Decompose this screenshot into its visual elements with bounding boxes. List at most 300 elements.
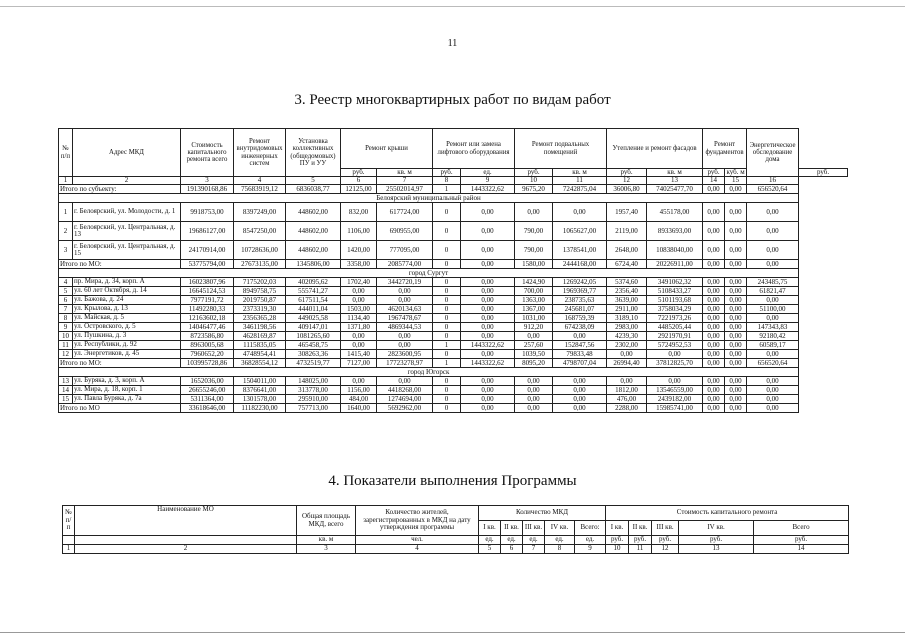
table-cell: 0,00: [703, 386, 725, 395]
t2-h-cost: Стоимость капитального ремонта: [606, 506, 849, 521]
table-cell: 7960652,20: [181, 350, 234, 359]
total-value: 0: [433, 260, 461, 269]
table-cell: 308263,36: [286, 350, 341, 359]
table-cell: 3639,00: [607, 296, 647, 305]
address-cell: ул. Майская, д. 5: [73, 314, 181, 323]
table-cell: 0,00: [553, 395, 607, 404]
address-cell: пр. Мира, д. 34, корп. А: [73, 278, 181, 287]
total-value: 2444168,00: [553, 260, 607, 269]
table-cell: 0,00: [747, 241, 799, 260]
table-cell: 1424,90: [515, 278, 553, 287]
table-cell: 14: [59, 386, 73, 395]
total-value: 1: [433, 359, 461, 368]
data-row: [59, 341, 848, 350]
t2-colnum: 1: [63, 545, 75, 554]
table-cell: 0,00: [461, 222, 515, 241]
t2-q: II кв.: [501, 521, 523, 536]
total-row: [59, 260, 848, 269]
table-cell: 700,00: [515, 287, 553, 296]
table-cell: 0: [433, 296, 461, 305]
address-cell: ул. Павла Буряка, д. 7а: [73, 395, 181, 404]
table-cell: 1812,00: [607, 386, 647, 395]
colnum-cell: 13: [647, 177, 703, 185]
t2-unit: руб.: [606, 536, 629, 545]
col-header: Ремонт подвальных помещений: [515, 129, 607, 169]
t2-unit: руб.: [754, 536, 849, 545]
colnum-cell: 5: [286, 177, 341, 185]
table-cell: 243485,75: [747, 278, 799, 287]
total-value: 0,00: [747, 260, 799, 269]
table-cell: 313778,00: [286, 386, 341, 395]
total-value: 1580,00: [515, 260, 553, 269]
col-header: Ремонт крыши: [341, 129, 433, 169]
col-header: Ремонт или замена лифтового оборудования: [433, 129, 515, 169]
table-cell: 1415,40: [341, 350, 377, 359]
t2-h-residents: Количество жителей, зарегистрированных в МКД на дату утверждения программы: [356, 506, 479, 536]
table-cell: 7175202,03: [234, 278, 286, 287]
table-cell: 245681,07: [553, 305, 607, 314]
total-value: 0,00: [725, 359, 747, 368]
table-cell: 16645124,53: [181, 287, 234, 296]
table-cell: 2302,00: [607, 341, 647, 350]
table-cell: 1031,00: [515, 314, 553, 323]
table-cell: 1652036,00: [181, 377, 234, 386]
table-cell: 1504011,00: [234, 377, 286, 386]
table-cell: 0,00: [607, 377, 647, 386]
col-header: Утепление и ремонт фасадов: [607, 129, 703, 169]
table-cell: 1967478,67: [377, 314, 433, 323]
table-cell: 15: [59, 395, 73, 404]
total-value: 757713,00: [286, 404, 341, 413]
total-value: 8095,20: [515, 359, 553, 368]
table-cell: 790,00: [515, 241, 553, 260]
table-cell: 1106,00: [341, 222, 377, 241]
table-cell: 0,00: [515, 332, 553, 341]
table-cell: 168759,39: [553, 314, 607, 323]
table-cell: 3491062,32: [647, 278, 703, 287]
table-cell: 2019750,87: [234, 296, 286, 305]
table-cell: 0,00: [461, 386, 515, 395]
unit-cell: кв. м: [553, 169, 607, 177]
address-cell: ул. Островского, д. 5: [73, 323, 181, 332]
section-3-title: 3. Реестр многоквартирных работ по видам работ: [294, 92, 611, 108]
total-value: 103995728,86: [181, 359, 234, 368]
table-cell: 0,00: [725, 241, 747, 260]
section-row: [59, 194, 848, 203]
data-row: [59, 332, 848, 341]
table-cell: 5374,60: [607, 278, 647, 287]
table-cell: 0,00: [747, 350, 799, 359]
table-cell: 0: [433, 395, 461, 404]
table-cell: 402095,62: [286, 278, 341, 287]
colnum-cell: 14: [703, 177, 725, 185]
table-cell: 10: [59, 332, 73, 341]
table-cell: 790,00: [515, 222, 553, 241]
table-cell: 8376641,00: [234, 386, 286, 395]
t2-colnum: 3: [297, 545, 356, 554]
table-cell: 26655246,00: [181, 386, 234, 395]
total-value: 0,00: [725, 185, 747, 194]
table-cell: 60589,17: [747, 341, 799, 350]
table-cell: 0,00: [703, 323, 725, 332]
t2-colnum: 4: [356, 545, 479, 554]
table-cell: 0,00: [553, 377, 607, 386]
table-cell: 0,00: [725, 296, 747, 305]
table-cell: 8547250,00: [234, 222, 286, 241]
total-value: 74025477,70: [647, 185, 703, 194]
unit-cell: руб.: [433, 169, 461, 177]
table-cell: 13546559,00: [647, 386, 703, 395]
table-cell: 8949758,75: [234, 287, 286, 296]
t2-units-row: [63, 536, 849, 545]
table-cell: 0,00: [703, 278, 725, 287]
t2-colnum: 12: [652, 545, 679, 554]
table-cell: 0,00: [725, 314, 747, 323]
table-cell: 1: [433, 341, 461, 350]
table-cell: 4869344,53: [377, 323, 433, 332]
table-cell: 1969369,77: [553, 287, 607, 296]
address-cell: ул. Бажова, д. 24: [73, 296, 181, 305]
table-cell: 0: [433, 386, 461, 395]
table-cell: 2119,00: [607, 222, 647, 241]
table-cell: 0,00: [747, 377, 799, 386]
table-cell: 0,00: [725, 386, 747, 395]
table-cell: 11492280,33: [181, 305, 234, 314]
table-cell: 0: [433, 222, 461, 241]
table-cell: 2356,40: [607, 287, 647, 296]
total-value: 656520,64: [747, 359, 799, 368]
table-cell: 0,00: [377, 296, 433, 305]
total-value: 1443322,62: [461, 359, 515, 368]
total-value: 12125,00: [341, 185, 377, 194]
total-value: 0,00: [515, 404, 553, 413]
total-value: 25502014,97: [377, 185, 433, 194]
total-value: 0,00: [725, 404, 747, 413]
unit-cell: ед.: [461, 169, 515, 177]
table-cell: 0,00: [553, 332, 607, 341]
section-title: Белоярский муниципальный район: [59, 194, 799, 203]
col-header: Адрес МКД: [73, 129, 181, 177]
col-header: Ремонт внутридомовых инженерных систем: [234, 129, 286, 177]
colnum-cell: 3: [181, 177, 234, 185]
total-value: 2288,00: [607, 404, 647, 413]
table-cell: 448602,00: [286, 203, 341, 222]
data-row: [59, 203, 848, 222]
table-cell: 4628169,87: [234, 332, 286, 341]
t2-unit: чел.: [356, 536, 479, 545]
table-cell: 4620134,63: [377, 305, 433, 314]
t2-colnum-row: [63, 545, 849, 554]
total-value: 53775794,00: [181, 260, 234, 269]
t2-h-count: Количество МКД: [479, 506, 606, 521]
table-cell: 476,00: [607, 395, 647, 404]
data-row: [59, 296, 848, 305]
table-cell: 7221973,26: [647, 314, 703, 323]
table-cell: 0,00: [725, 305, 747, 314]
table-cell: 5724952,53: [647, 341, 703, 350]
total-value: 0: [433, 404, 461, 413]
data-row: [59, 314, 848, 323]
total-value: 0,00: [461, 260, 515, 269]
total-value: 20226911,00: [647, 260, 703, 269]
table-cell: 5101193,68: [647, 296, 703, 305]
total-label: Итого по МО: [59, 404, 181, 413]
table-cell: 0,00: [553, 386, 607, 395]
table-cell: 61821,47: [747, 287, 799, 296]
table-cell: 8963005,68: [181, 341, 234, 350]
col-header: Стоимость капитального ремонта всего: [181, 129, 234, 177]
table-cell: 0,00: [461, 305, 515, 314]
table-cell: 238735,63: [553, 296, 607, 305]
total-row: [59, 359, 848, 368]
table-cell: 448602,00: [286, 241, 341, 260]
total-value: 9675,20: [515, 185, 553, 194]
total-value: 6836038,77: [286, 185, 341, 194]
table-cell: 0,00: [461, 350, 515, 359]
table-cell: 0,00: [747, 386, 799, 395]
table-cell: 1115835,05: [234, 341, 286, 350]
unit-cell: руб.: [515, 169, 553, 177]
table-cell: 0,00: [747, 203, 799, 222]
section-row: [59, 368, 848, 377]
t2-q: I кв.: [479, 521, 501, 536]
table-cell: 2911,00: [607, 305, 647, 314]
data-row: [59, 241, 848, 260]
total-value: 0,00: [553, 404, 607, 413]
table-cell: 92180,42: [747, 332, 799, 341]
total-value: 0,00: [461, 404, 515, 413]
table-cell: 2439182,00: [647, 395, 703, 404]
total-label: Итого по субъекту:: [59, 185, 181, 194]
section-row: [59, 269, 848, 278]
table-cell: 455178,00: [647, 203, 703, 222]
total-value: 0,00: [703, 260, 725, 269]
t2-colnum: 8: [545, 545, 575, 554]
table-cell: 1957,40: [607, 203, 647, 222]
col-header: Установка коллективных (общедомовых) ПУ и УУ: [286, 129, 341, 177]
total-value: 1443322,62: [461, 185, 515, 194]
table-cell: 2823600,95: [377, 350, 433, 359]
table-cell: 3189,10: [607, 314, 647, 323]
table-cell: 8: [59, 314, 73, 323]
data-row: [59, 377, 848, 386]
total-value: 1: [433, 185, 461, 194]
total-value: 0,00: [725, 260, 747, 269]
table-cell: 6: [59, 296, 73, 305]
total-value: 7242875,04: [553, 185, 607, 194]
col-header: Ремонт фундаментов: [703, 129, 747, 169]
unit-cell: кв. м: [647, 169, 703, 177]
table-cell: 1301578,00: [234, 395, 286, 404]
table-cell: 7977191,72: [181, 296, 234, 305]
table-cell: 0,00: [703, 350, 725, 359]
address-cell: ул. 60 лет Октября, д. 14: [73, 287, 181, 296]
unit-cell: руб.: [341, 169, 377, 177]
total-value: 4798707,04: [553, 359, 607, 368]
header-row: [59, 129, 848, 169]
t2-colnum: 7: [523, 545, 545, 554]
table-cell: 0,00: [747, 222, 799, 241]
table-cell: 0,00: [725, 203, 747, 222]
table-cell: 0,00: [725, 278, 747, 287]
total-value: 6724,40: [607, 260, 647, 269]
data-row: [59, 305, 848, 314]
table-cell: 79833,48: [553, 350, 607, 359]
table-cell: 0,00: [461, 323, 515, 332]
col-header: № п/п: [59, 129, 73, 177]
total-value: 656520,64: [747, 185, 799, 194]
address-cell: ул. Буряка, д. 3, корп. А: [73, 377, 181, 386]
data-row: [59, 222, 848, 241]
total-value: 17723278,97: [377, 359, 433, 368]
table-cell: 10728636,00: [234, 241, 286, 260]
t2-colnum: 9: [575, 545, 606, 554]
table-cell: 8397249,00: [234, 203, 286, 222]
table-cell: 1503,00: [341, 305, 377, 314]
total-value: 5692962,00: [377, 404, 433, 413]
unit-cell: кв. м: [377, 169, 433, 177]
colnum-cell: 12: [607, 177, 647, 185]
section-title: город Сургут: [59, 269, 799, 278]
data-row: [59, 395, 848, 404]
table-cell: 1081265,60: [286, 332, 341, 341]
table-cell: 0,00: [341, 332, 377, 341]
colnum-cell: 7: [377, 177, 433, 185]
total-value: 11182230,00: [234, 404, 286, 413]
table-cell: 0,00: [461, 377, 515, 386]
table-cell: 4485205,44: [647, 323, 703, 332]
data-row: [59, 350, 848, 359]
total-value: 2085774,00: [377, 260, 433, 269]
colnum-row: [59, 177, 848, 185]
table-cell: 0,00: [647, 377, 703, 386]
table-cell: 484,00: [341, 395, 377, 404]
table-cell: 8933693,00: [647, 222, 703, 241]
data-row: [59, 287, 848, 296]
table-cell: 409147,01: [286, 323, 341, 332]
total-label: Итого по МО:: [59, 359, 181, 368]
t2-qc: III кв.: [652, 521, 679, 536]
total-value: 1640,00: [341, 404, 377, 413]
colnum-cell: 10: [515, 177, 553, 185]
table-cell: 4239,30: [607, 332, 647, 341]
colnum-cell: 2: [73, 177, 181, 185]
address-cell: ул. Пушкина, д. 3: [73, 332, 181, 341]
table-cell: 448602,00: [286, 222, 341, 241]
table-cell: 4: [59, 278, 73, 287]
total-value: 36828554,12: [234, 359, 286, 368]
t2-colnum: 10: [606, 545, 629, 554]
colnum-cell: 16: [747, 177, 799, 185]
table-cell: 5108433,27: [647, 287, 703, 296]
table-cell: 12: [59, 350, 73, 359]
colnum-cell: 1: [59, 177, 73, 185]
table-cell: 0,00: [341, 296, 377, 305]
t2-unit: руб.: [679, 536, 754, 545]
total-subject-row: [59, 185, 848, 194]
table-cell: 14046477,46: [181, 323, 234, 332]
table-cell: 0,00: [377, 377, 433, 386]
t2-unit: руб.: [652, 536, 679, 545]
table-cell: 0,00: [703, 314, 725, 323]
table-cell: 0,00: [703, 332, 725, 341]
total-label: Итого по МО:: [59, 260, 181, 269]
table-cell: 555741,27: [286, 287, 341, 296]
table-cell: 0,00: [461, 287, 515, 296]
table-cell: 147343,83: [747, 323, 799, 332]
table-cell: 152847,56: [553, 341, 607, 350]
table-cell: 9: [59, 323, 73, 332]
total-value: 1345806,00: [286, 260, 341, 269]
table-cell: 0,00: [647, 350, 703, 359]
total-value: 37812825,70: [647, 359, 703, 368]
t2-unit: ед.: [523, 536, 545, 545]
table-cell: 1274694,00: [377, 395, 433, 404]
table-cell: 0,00: [703, 305, 725, 314]
table-cell: 617724,00: [377, 203, 433, 222]
scan-edge-bottom: [0, 632, 905, 633]
total-row: [59, 404, 848, 413]
table-cell: 0,00: [461, 332, 515, 341]
table-cell: 5: [59, 287, 73, 296]
t2-h-area: Общая площадь МКД, всего: [297, 506, 356, 536]
t2-colnum: 14: [754, 545, 849, 554]
table-cell: 10838040,00: [647, 241, 703, 260]
colnum-cell: 4: [234, 177, 286, 185]
table-cell: 1378541,00: [553, 241, 607, 260]
t2-colnum: 5: [479, 545, 501, 554]
total-value: 27673135,00: [234, 260, 286, 269]
table-cell: 19686127,00: [181, 222, 234, 241]
registry-table: [58, 128, 848, 413]
table-cell: 0,00: [725, 395, 747, 404]
col-header: Энергетическое обследование дома: [747, 129, 799, 177]
total-value: 7127,00: [341, 359, 377, 368]
address-cell: ул. Мира, д. 18, корп. 1: [73, 386, 181, 395]
table-cell: 1: [59, 203, 73, 222]
table-cell: 0,00: [703, 341, 725, 350]
table-cell: 0,00: [515, 395, 553, 404]
t2-qc: IV кв.: [679, 521, 754, 536]
table-cell: 690955,00: [377, 222, 433, 241]
table-cell: 3461198,56: [234, 323, 286, 332]
total-value: 0,00: [703, 185, 725, 194]
t2-unit: руб.: [629, 536, 652, 545]
table-cell: 4748954,41: [234, 350, 286, 359]
table-cell: 0: [433, 278, 461, 287]
table-cell: 1420,00: [341, 241, 377, 260]
table-cell: 24170914,00: [181, 241, 234, 260]
unit-cell: руб.: [799, 169, 848, 177]
table-cell: 674238,09: [553, 323, 607, 332]
t2-unit: кв. м: [297, 536, 356, 545]
table-cell: 1065627,00: [553, 222, 607, 241]
table-cell: 0,00: [703, 296, 725, 305]
unit-cell: руб.: [607, 169, 647, 177]
table-cell: 2648,00: [607, 241, 647, 260]
data-row: [59, 278, 848, 287]
t2-colnum: 11: [629, 545, 652, 554]
data-row: [59, 386, 848, 395]
t2-q: Всего:: [575, 521, 606, 536]
table-cell: 1371,80: [341, 323, 377, 332]
table-cell: 0,00: [461, 296, 515, 305]
unit-cell: куб. м: [726, 168, 745, 176]
t2-empty: [75, 536, 297, 545]
table-cell: 0,00: [461, 278, 515, 287]
total-value: 33618646,00: [181, 404, 234, 413]
unit-cell: руб.: [703, 169, 725, 177]
